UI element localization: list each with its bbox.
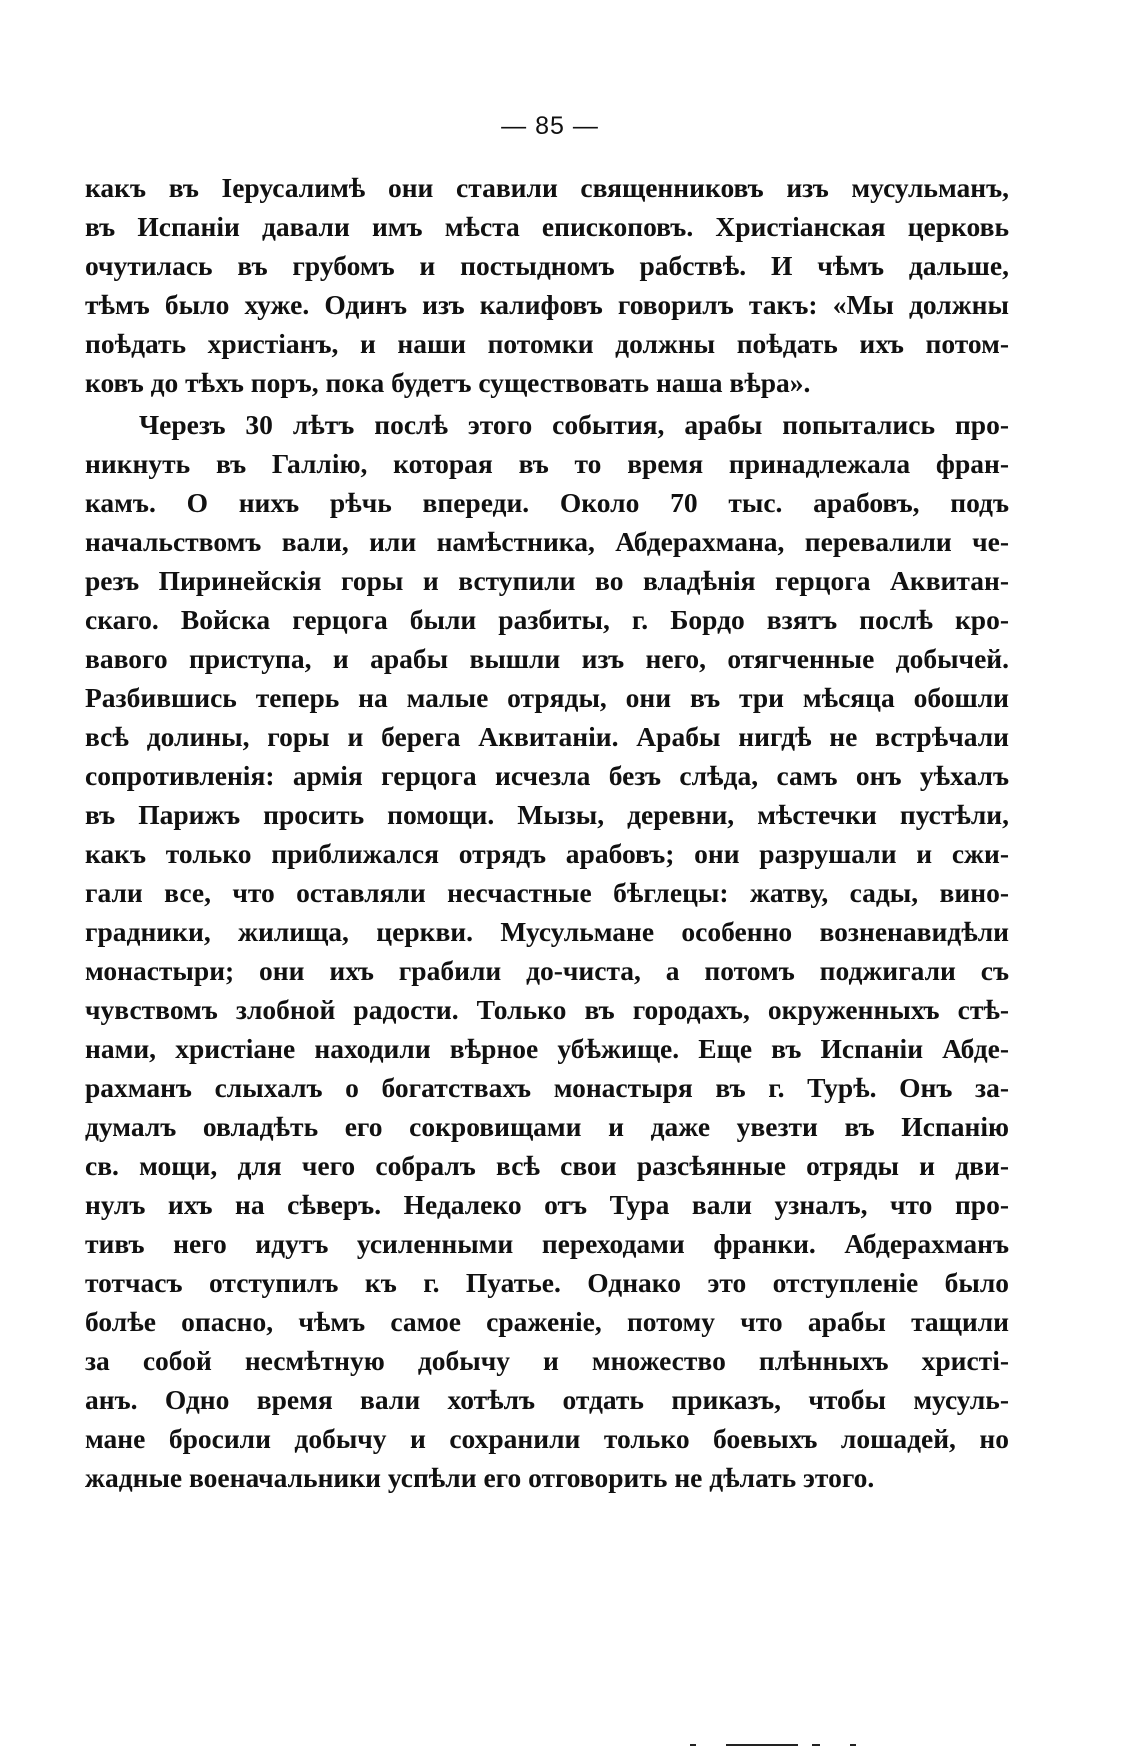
- text-line: анъ. Одно время вали хотѣлъ отдать приказъ, чтобы мусуль-: [85, 1384, 1009, 1415]
- text-line: тѣмъ было хуже. Одинъ изъ калифовъ говорилъ такъ: «Мы должны: [85, 289, 1009, 320]
- text-line: тивъ него идутъ усиленными переходами франки. Абдерахманъ: [85, 1228, 1009, 1259]
- text-line: ковъ до тѣхъ поръ, пока будетъ существовать наша вѣра».: [85, 367, 811, 398]
- text-line: Черезъ 30 лѣтъ послѣ этого события, арабы попытались про-: [139, 409, 1009, 440]
- text-line: монастыри; они ихъ грабили до-чиста, а потомъ поджигали съ: [85, 955, 1009, 986]
- page-number: — 85 —: [501, 112, 599, 140]
- paragraph-1: [85, 168, 1009, 402]
- text-line: камъ. О нихъ рѣчь впереди. Около 70 тыс. арабовъ, подъ: [85, 487, 1009, 518]
- text-line: болѣе опасно, чѣмъ самое сраженіе, потому что арабы тащили: [85, 1306, 1009, 1337]
- body-text: [85, 168, 1009, 1497]
- text-line: какъ въ Іерусалимѣ они ставили священниковъ изъ мусульманъ,: [85, 172, 1009, 203]
- text-line: какъ только приближался отрядъ арабовъ; они разрушали и сжи-: [85, 838, 1009, 869]
- footer-print-marks: [690, 1744, 890, 1747]
- text-line: въ Испаніи давали имъ мѣста епископовъ. Христіанская церковь: [85, 211, 1009, 242]
- text-line: сопротивленія: армія герцога исчезла безъ слѣда, самъ онъ уѣхалъ: [85, 760, 1009, 791]
- text-line: нами, христіане находили вѣрное убѣжище. Еще въ Испаніи Абде-: [85, 1033, 1009, 1064]
- text-line: резъ Пиринейскія горы и вступили во владѣнія герцога Аквитан-: [85, 565, 1009, 596]
- text-line: въ Парижъ просить помощи. Мызы, деревни, мѣстечки пустѣли,: [85, 799, 1009, 830]
- text-line: жадные военачальники успѣли его отговорить не дѣлать этого.: [85, 1462, 875, 1493]
- text-line: за собой несмѣтную добычу и множество плѣнныхъ христі-: [85, 1345, 1009, 1376]
- text-line: градники, жилища, церкви. Мусульмане особенно возненавидѣли: [85, 916, 1009, 947]
- text-line: вавого приступа, и арабы вышли изъ него, отягченные добычей.: [85, 643, 1009, 674]
- text-line: начальствомъ вали, или намѣстника, Абдерахмана, перевалили че-: [85, 526, 1009, 557]
- text-line: скаго. Войска герцога были разбиты, г. Бордо взятъ послѣ кро-: [85, 604, 1009, 635]
- text-line: Разбившись теперь на малые отряды, они въ три мѣсяца обошли: [85, 682, 1009, 713]
- text-line: очутилась въ грубомъ и постыдномъ рабствѣ. И чѣмъ дальше,: [85, 250, 1009, 281]
- text-line: мане бросили добычу и сохранили только боевыхъ лошадей, но: [85, 1423, 1009, 1454]
- text-line: нулъ ихъ на сѣверъ. Недалеко отъ Тура вали узналъ, что про-: [85, 1189, 1009, 1220]
- text-line: поѣдать христіанъ, и наши потомки должны поѣдать ихъ потом-: [85, 328, 1009, 359]
- text-line: чувствомъ злобной радости. Только въ городахъ, окруженныхъ стѣ-: [85, 994, 1009, 1025]
- text-line: всѣ долины, горы и берега Аквитаніи. Арабы нигдѣ не встрѣчали: [85, 721, 1009, 752]
- text-line: св. мощи, для чего собралъ всѣ свои разсѣянные отряды и дви-: [85, 1150, 1009, 1181]
- text-line: думалъ овладѣть его сокровищами и даже увезти въ Испанію: [85, 1111, 1009, 1142]
- text-line: рахманъ слыхалъ о богатствахъ монастыря въ г. Турѣ. Онъ за-: [85, 1072, 1009, 1103]
- text-line: тотчасъ отступилъ къ г. Пуатье. Однако это отступленіе было: [85, 1267, 1009, 1298]
- text-line: гали все, что оставляли несчастные бѣглецы: жатву, сады, вино-: [85, 877, 1009, 908]
- paragraph-2: [85, 405, 1009, 1497]
- text-line: никнуть въ Галлію, которая въ то время принадлежала фран-: [85, 448, 1009, 479]
